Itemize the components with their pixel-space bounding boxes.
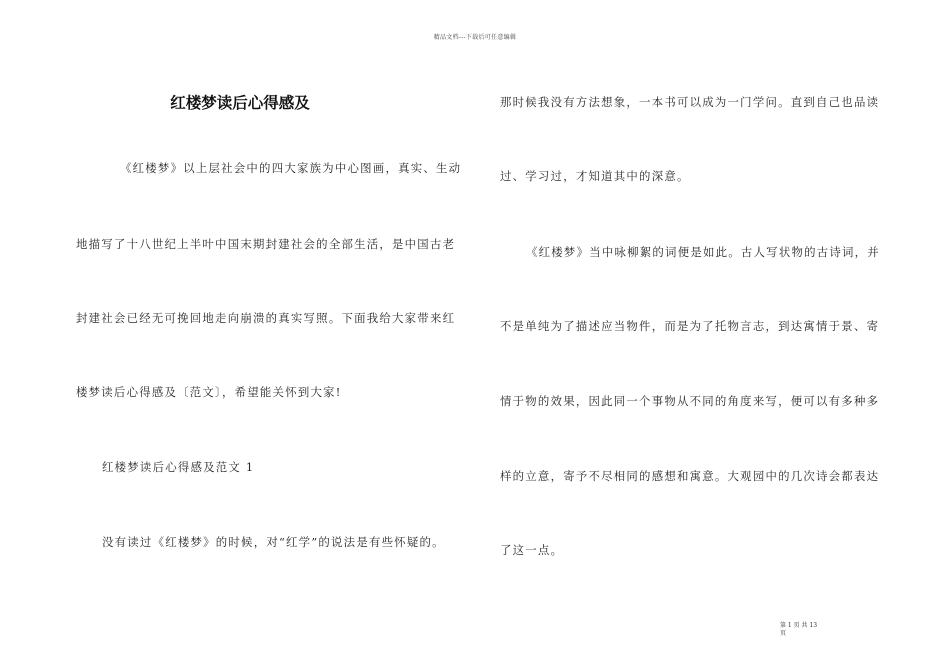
page-number-label: 第 1 页 共 13 xyxy=(780,622,818,629)
paragraph-line: 楼梦读后心得感及〔范文〕，希望能关怀到大家! xyxy=(76,385,342,399)
page-number xyxy=(780,622,850,638)
paragraph-line: 《红楼梦》当中咏柳絮的词便是如此。古人写状物的古诗词，并 xyxy=(526,245,880,259)
paragraph-line: 情于物的效果，因此同一个事物从不同的角度来写，便可以有多种多 xyxy=(500,394,880,408)
paragraph-line: 过、学习过，才知道其中的深意。 xyxy=(500,169,690,183)
paragraph-line: 地描写了十八世纪上半叶中国末期封建社会的全部生活，是中国古老 xyxy=(76,237,456,251)
paragraph-line: 了这一点。 xyxy=(500,543,564,557)
paragraph-line: 那时候我没有方法想象，一本书可以成为一门学问。直到自己也品读 xyxy=(500,95,880,109)
document-title: 红楼梦读后心得感及 xyxy=(170,94,310,112)
paragraph-line: 不是单纯为了描述应当物件，而是为了托物言志，到达寓情于景、寄 xyxy=(500,319,880,333)
paragraph-line: 封建社会已经无可挽回地走向崩溃的真实写照。下面我给大家带来红 xyxy=(76,311,456,325)
paragraph-line: 没有读过《红楼梦》的时候，对“红学”的说法是有些怀疑的。 xyxy=(102,535,445,549)
header-note: 精品文档---下载后可任意编辑 xyxy=(433,34,517,41)
section-heading: 红楼梦读后心得感及范文 1 xyxy=(102,460,255,474)
paragraph-line: 《红楼梦》以上层社会中的四大家族为中心图画，真实、生动 xyxy=(120,161,462,175)
page-number-suffix: 页 xyxy=(780,630,787,637)
paragraph-line: 样的立意，寄予不尽相同的感想和寓意。大观园中的几次诗会都表达 xyxy=(500,469,880,483)
